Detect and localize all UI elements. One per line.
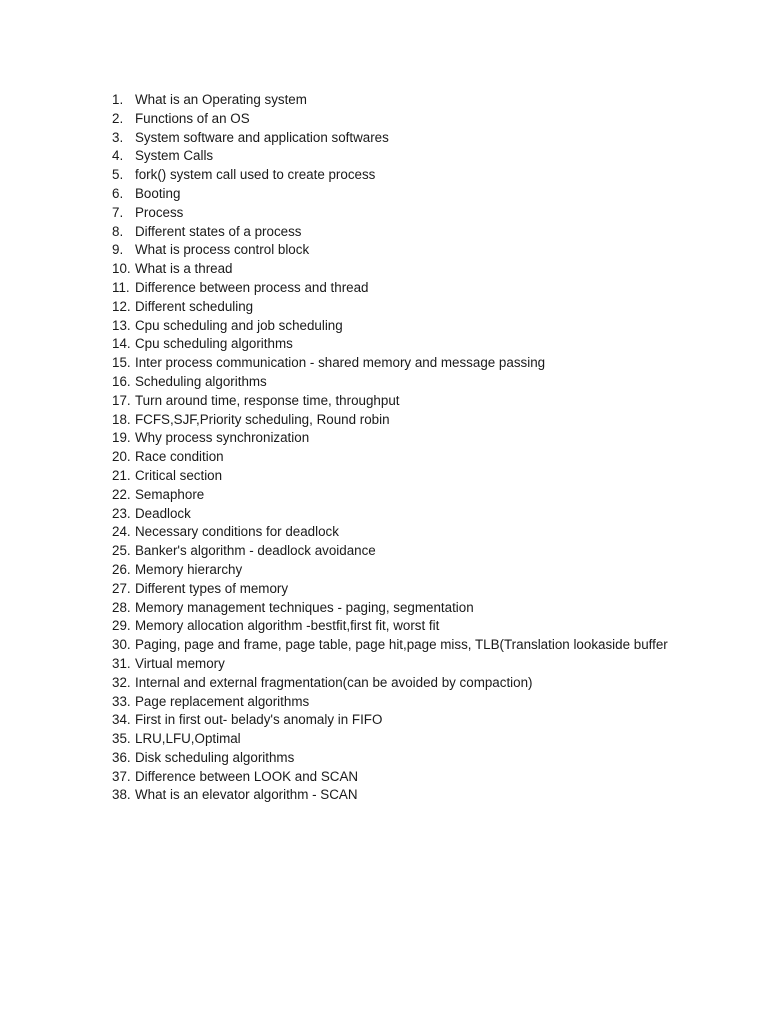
list-item-text: What is process control block — [135, 242, 310, 258]
list-item-number: 33. — [112, 693, 131, 709]
list-item-text: Different types of memory — [135, 580, 289, 596]
list-item — [112, 542, 672, 561]
list-item — [112, 411, 672, 430]
list-item — [112, 580, 672, 599]
list-item-number: 29. — [112, 618, 131, 634]
list-item-text: Booting — [135, 185, 181, 201]
list-item-text: System software and application softwares — [135, 129, 389, 145]
list-item — [112, 636, 672, 655]
list-item-text: Internal and external fragmentation(can be avoided by compaction) — [135, 674, 533, 690]
list-item-text: fork() system call used to create process — [135, 167, 376, 183]
list-item — [112, 241, 672, 260]
list-item-number: 37. — [112, 768, 131, 784]
list-item — [112, 561, 672, 580]
list-item-text: Functions of an OS — [135, 110, 250, 126]
list-item-number: 5. — [112, 167, 124, 183]
list-item — [112, 223, 672, 242]
list-item-text: FCFS,SJF,Priority scheduling, Round robin — [135, 411, 390, 427]
list-item — [112, 768, 672, 787]
list-item — [112, 617, 672, 636]
list-item-number: 16. — [112, 373, 131, 389]
list-item-number: 36. — [112, 749, 131, 765]
list-item — [112, 655, 672, 674]
list-item-number: 31. — [112, 655, 131, 671]
list-item — [112, 523, 672, 542]
list-item-number: 13. — [112, 317, 131, 333]
list-item-number: 20. — [112, 449, 131, 465]
list-item-text: System Calls — [135, 148, 214, 164]
list-item-text: Cpu scheduling algorithms — [135, 336, 293, 352]
list-item — [112, 749, 672, 768]
list-item-number: 17. — [112, 392, 131, 408]
list-item — [112, 448, 672, 467]
list-item — [112, 204, 672, 223]
list-item-number: 32. — [112, 674, 131, 690]
list-item-text: Paging, page and frame, page table, page hit,page miss, TLB(Translation lookaside buffer — [135, 637, 668, 653]
list-item-number: 23. — [112, 505, 131, 521]
list-item — [112, 674, 672, 693]
list-item-number: 2. — [112, 110, 124, 126]
list-item-text: Different states of a process — [135, 223, 302, 239]
list-item-text: Semaphore — [135, 486, 205, 502]
list-item-text: Scheduling algorithms — [135, 373, 267, 389]
list-item-text: Why process synchronization — [135, 430, 310, 446]
list-item-number: 15. — [112, 355, 131, 371]
list-item-number: 34. — [112, 712, 131, 728]
list-item-number: 7. — [112, 204, 124, 220]
list-item — [112, 373, 672, 392]
list-item — [112, 486, 672, 505]
list-item-number: 3. — [112, 129, 124, 145]
list-item-text: Cpu scheduling and job scheduling — [135, 317, 343, 333]
list-item-text: Deadlock — [135, 505, 191, 521]
list-item — [112, 298, 672, 317]
list-item-text: Memory hierarchy — [135, 561, 243, 577]
list-item-number: 11. — [112, 279, 130, 295]
list-item-text: What is an Operating system — [135, 92, 307, 107]
list-item-number: 38. — [112, 787, 131, 803]
list-item-text: LRU,LFU,Optimal — [135, 731, 241, 747]
list-item — [112, 91, 672, 110]
list-item — [112, 711, 672, 730]
list-item — [112, 110, 672, 129]
list-item-number: 4. — [112, 148, 124, 164]
list-item-number: 26. — [112, 561, 131, 577]
list-item-text: Memory management techniques - paging, segmentation — [135, 599, 474, 615]
list-item-number: 9. — [112, 242, 124, 258]
list-item — [112, 505, 672, 524]
list-item — [112, 786, 672, 805]
list-item-text: Different scheduling — [135, 298, 254, 314]
list-item-number: 14. — [112, 336, 131, 352]
list-item-text: Turn around time, response time, throughput — [135, 392, 400, 408]
list-item-text: First in first out- belady's anomaly in FIFO — [135, 712, 383, 728]
list-item-number: 12. — [112, 298, 131, 314]
list-item — [112, 693, 672, 712]
list-item-text: Inter process communication - shared memory and message passing — [135, 355, 546, 371]
list-item-number: 21. — [112, 467, 131, 483]
list-item-text: Banker's algorithm - deadlock avoidance — [135, 543, 376, 559]
list-item-text: Difference between LOOK and SCAN — [135, 768, 359, 784]
list-item-text: Virtual memory — [135, 655, 225, 671]
list-item — [112, 730, 672, 749]
list-item-number: 6. — [112, 185, 124, 201]
list-item-number: 27. — [112, 580, 131, 596]
list-item-text: What is a thread — [135, 261, 233, 277]
list-item-text: Difference between process and thread — [135, 279, 369, 295]
list-item — [112, 467, 672, 486]
list-item-text: Race condition — [135, 449, 224, 465]
list-item-text: Disk scheduling algorithms — [135, 749, 295, 765]
list-item-number: 22. — [112, 486, 131, 502]
list-item-text: Necessary conditions for deadlock — [135, 524, 339, 540]
list-item-number: 18. — [112, 411, 131, 427]
list-item — [112, 354, 672, 373]
list-item-number: 35. — [112, 731, 131, 747]
list-item-text: Page replacement algorithms — [135, 693, 310, 709]
list-item-text: Critical section — [135, 467, 223, 483]
list-item-number: 24. — [112, 524, 131, 540]
list-item-number: 25. — [112, 543, 131, 559]
list-item — [112, 335, 672, 354]
list-item-text: Memory allocation algorithm -bestfit,first fit, worst fit — [135, 618, 440, 634]
list-item-number: 28. — [112, 599, 131, 615]
list-item — [112, 599, 672, 618]
topic-list — [112, 91, 672, 805]
list-item — [112, 392, 672, 411]
list-item — [112, 260, 672, 279]
list-item-number: 10. — [112, 261, 131, 277]
list-item-number: 1. — [112, 92, 124, 107]
list-item — [112, 185, 672, 204]
list-item — [112, 317, 672, 336]
list-item — [112, 166, 672, 185]
list-item-number: 19. — [112, 430, 131, 446]
list-item — [112, 279, 672, 298]
list-item-number: 8. — [112, 223, 124, 239]
list-item-text: Process — [135, 204, 184, 220]
list-item-text: What is an elevator algorithm - SCAN — [135, 787, 358, 803]
list-item — [112, 129, 672, 148]
list-item — [112, 147, 672, 166]
list-item-number: 30. — [112, 637, 131, 653]
list-item — [112, 429, 672, 448]
